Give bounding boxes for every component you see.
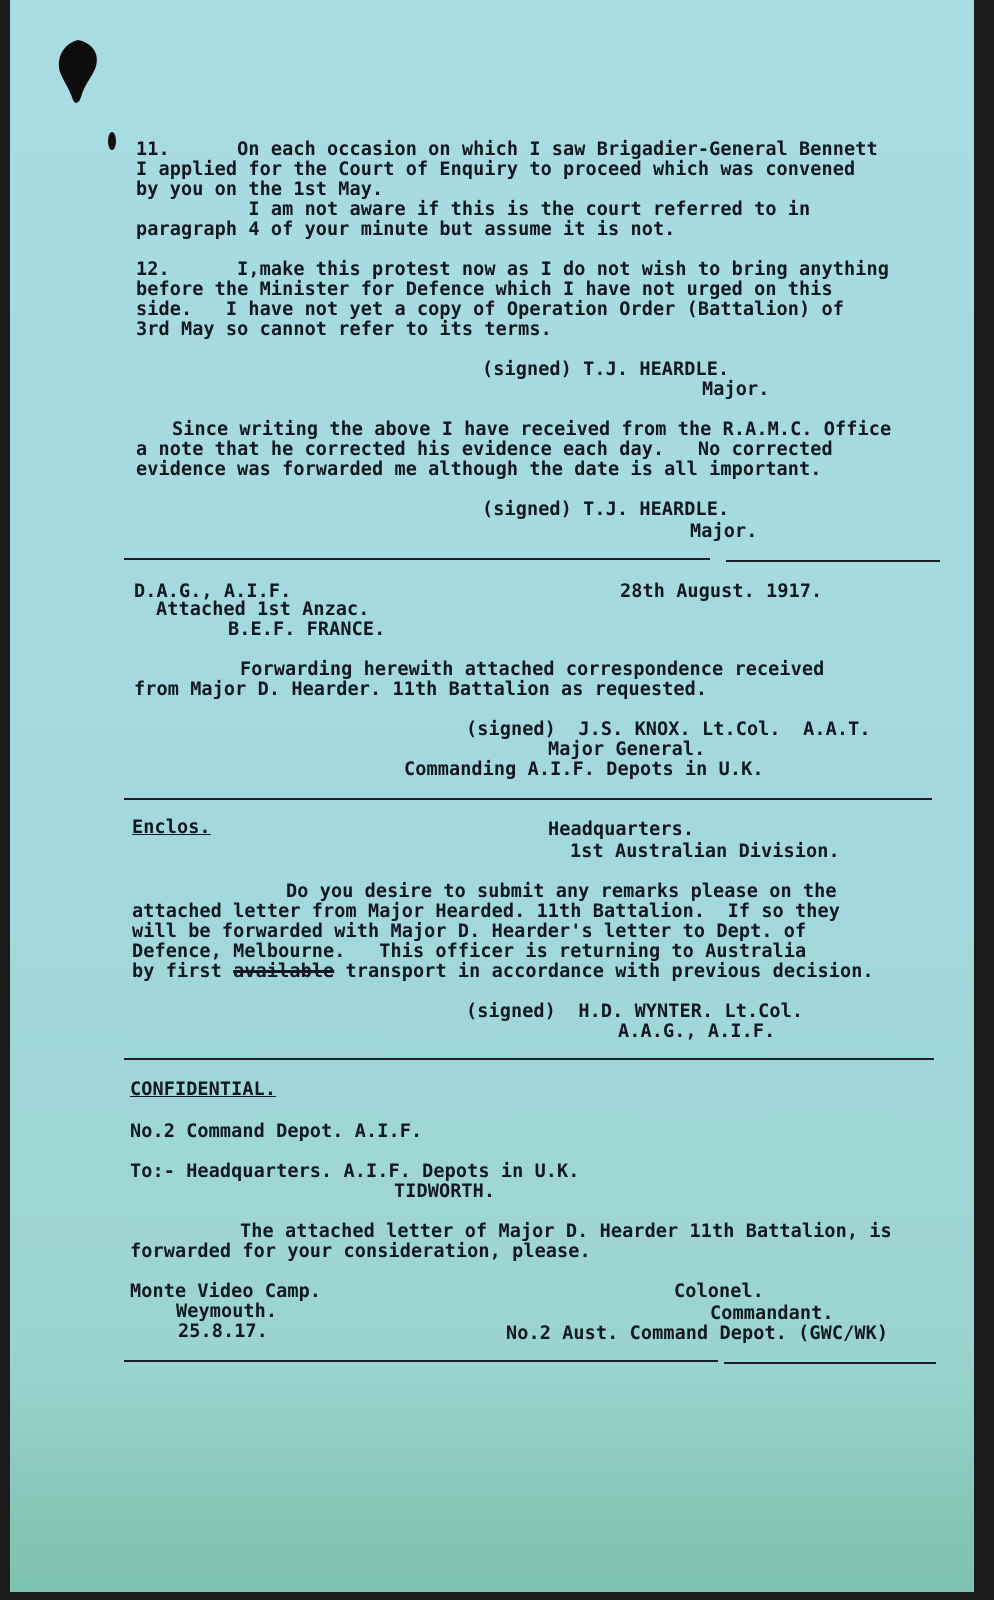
- minute1-body-line2: from Major D. Hearder. 11th Battalion as requested.: [134, 679, 708, 700]
- divider-3: [124, 1058, 934, 1060]
- minute3-to-line1: To:- Headquarters. A.I.F. Depots in U.K.: [130, 1161, 580, 1182]
- minute2-body-line5-end: transport in accordance with previous decision.: [334, 961, 874, 982]
- minute2-signature-line1: (signed) H.D. WYNTER. Lt.Col.: [466, 1001, 804, 1022]
- para11-line1: 11. On each occasion on which I saw Brigadier-General Bennett: [136, 139, 878, 160]
- minute1-signature-line3: Commanding A.I.F. Depots in U.K.: [404, 759, 764, 780]
- postscript-line2: a note that he corrected his evidence each day. No corrected: [136, 439, 833, 460]
- minute1-body-line1: Forwarding herewith attached correspondence received: [240, 659, 825, 680]
- minute3-to-line2: TIDWORTH.: [394, 1181, 496, 1202]
- minute2-body-line5: [132, 962, 874, 982]
- minute3-from: No.2 Command Depot. A.I.F.: [130, 1121, 423, 1142]
- para11-line3: by you on the 1st May.: [136, 179, 384, 200]
- minute2-signature-line2: A.A.G., A.I.F.: [618, 1021, 776, 1042]
- postscript-line3: evidence was forwarded me although the date is all important.: [136, 459, 822, 480]
- signature-2-rank: Major.: [690, 521, 758, 542]
- minute2-body-line5-start: by first: [132, 961, 234, 982]
- minute2-body-line2: attached letter from Major Hearded. 11th Battalion. If so they: [132, 901, 840, 922]
- minute1-signature-line1: (signed) J.S. KNOX. Lt.Col. A.A.T.: [466, 719, 871, 740]
- minute3-place-line1: Monte Video Camp.: [130, 1281, 322, 1302]
- para11-line4: I am not aware if this is the court referred to in: [136, 199, 811, 220]
- minute1-signature-line2: Major General.: [548, 739, 706, 760]
- para12-line4: 3rd May so cannot refer to its terms.: [136, 319, 552, 340]
- document-page: [10, 0, 974, 1592]
- divider-1b: [726, 560, 940, 562]
- minute2-hq-line1: Headquarters.: [548, 819, 695, 840]
- signature-1-name: (signed) T.J. HEARDLE.: [482, 359, 730, 380]
- para12-line1: 12. I,make this protest now as I do not wish to bring anything: [136, 259, 889, 280]
- minute2-body-line4: Defence, Melbourne. This officer is returning to Australia: [132, 941, 807, 962]
- divider-4a: [124, 1360, 718, 1362]
- para11-line2: I applied for the Court of Enquiry to proceed which was convened: [136, 159, 856, 180]
- signature-1-rank: Major.: [702, 379, 770, 400]
- divider-4b: [724, 1362, 936, 1364]
- minute1-date: 28th August. 1917.: [620, 581, 823, 602]
- minute2-body-line1: Do you desire to submit any remarks please on the: [286, 881, 837, 902]
- struck-out-word: available: [233, 961, 335, 982]
- divider-1a: [124, 558, 710, 560]
- minute2-hq-line2: 1st Australian Division.: [570, 841, 840, 862]
- minute3-confidential: CONFIDENTIAL.: [130, 1079, 277, 1100]
- divider-2: [124, 798, 932, 800]
- para11-line5: paragraph 4 of your minute but assume it is not.: [136, 219, 676, 240]
- minute3-signature-line3: No.2 Aust. Command Depot. (GWC/WK): [506, 1323, 889, 1344]
- minute3-body-line1: The attached letter of Major D. Hearder 11th Battalion, is: [240, 1221, 892, 1242]
- minute3-place-line3: 25.8.17.: [178, 1321, 268, 1342]
- minute2-body-line3: will be forwarded with Major D. Hearder's letter to Dept. of: [132, 921, 807, 942]
- ink-mark: [108, 132, 116, 150]
- minute3-signature-line2: Commandant.: [710, 1303, 834, 1324]
- minute3-place-line2: Weymouth.: [176, 1301, 278, 1322]
- minute1-address-line1: D.A.G., A.I.F.: [134, 581, 292, 602]
- signature-2-name: (signed) T.J. HEARDLE.: [482, 499, 730, 520]
- postscript-line1: Since writing the above I have received from the R.A.M.C. Office: [172, 419, 892, 440]
- minute3-body-line2: forwarded for your consideration, please.: [130, 1241, 591, 1262]
- para12-line2: before the Minister for Defence which I have not urged on this: [136, 279, 833, 300]
- minute2-enclosure: Enclos.: [132, 817, 211, 838]
- ink-blot: [56, 38, 100, 106]
- minute1-address-line2: Attached 1st Anzac.: [156, 599, 370, 620]
- minute3-signature-line1: Colonel.: [674, 1281, 764, 1302]
- para12-line3: side. I have not yet a copy of Operation Order (Battalion) of: [136, 299, 844, 320]
- minute1-address-line3: B.E.F. FRANCE.: [228, 619, 386, 640]
